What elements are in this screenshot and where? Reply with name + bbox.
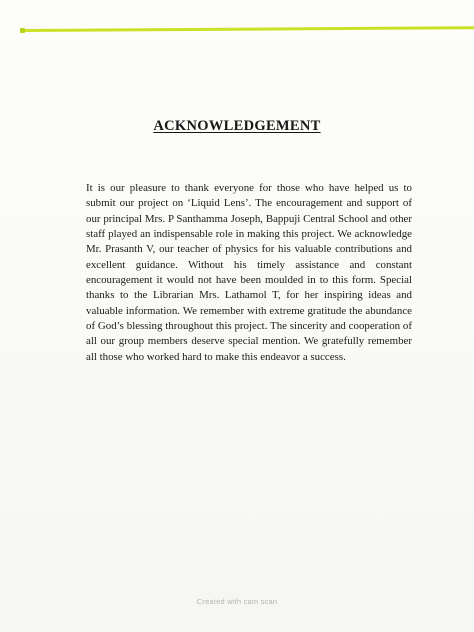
page-title [0,118,474,135]
highlighter-mark [20,28,25,33]
acknowledgement-paragraph: It is our pleasure to thank everyone for those who have helped us to submit our project on ‘Liquid Lens’. The encouragement and support of our principal Mrs. P Santhamma Joseph, Bappuji Central School and other staff played an indispensable role in making this project. We acknowledge Mr. Prasanth V, our teacher of physics for his valuable contributions and excellent guidance. Without his timely assistance and constant encouragement it would not have been moulded in to this form. Special thanks to the Librarian Mrs. Lathamol T, for her inspiring ideas and valuable information. We remember with extreme gratitude the abundance of God’s blessing throughout this project. The sincerity and cooperation of all our group members deserve special mention. We gratefully remember all those who worked hard to make this endeavor a success. [86,182,412,363]
highlighter-line [22,26,474,32]
title-text: ACKNOWLEDGEMENT [153,118,321,134]
watermark-text: Created with cam scan [196,597,278,606]
